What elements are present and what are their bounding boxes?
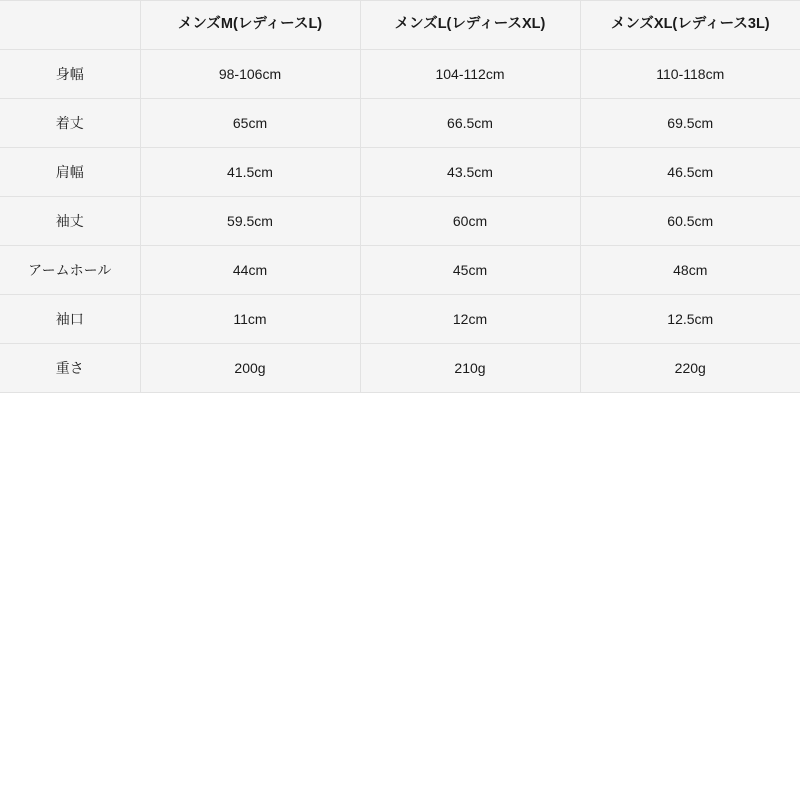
cell-katahaba-m: 41.5cm <box>140 148 360 197</box>
cell-omosa-m: 200g <box>140 344 360 393</box>
cell-armhole-m: 44cm <box>140 246 360 295</box>
row-label-omosa: 重さ <box>0 344 140 393</box>
column-header-mens-xl: メンズXL(レディース3L) <box>580 1 800 50</box>
cell-sodetake-l: 60cm <box>360 197 580 246</box>
row-label-sodeguchi: 袖口 <box>0 295 140 344</box>
table-row <box>0 50 800 99</box>
cell-sodeguchi-l: 12cm <box>360 295 580 344</box>
row-label-kitake: 着丈 <box>0 99 140 148</box>
table-row <box>0 197 800 246</box>
cell-kitake-l: 66.5cm <box>360 99 580 148</box>
table-corner-cell <box>0 1 140 50</box>
cell-kitake-m: 65cm <box>140 99 360 148</box>
cell-migohaba-l: 104-112cm <box>360 50 580 99</box>
table-header <box>0 1 800 50</box>
cell-armhole-xl: 48cm <box>580 246 800 295</box>
cell-sodeguchi-xl: 12.5cm <box>580 295 800 344</box>
cell-omosa-l: 210g <box>360 344 580 393</box>
cell-migohaba-xl: 110-118cm <box>580 50 800 99</box>
table-row <box>0 295 800 344</box>
column-header-mens-l: メンズL(レディースXL) <box>360 1 580 50</box>
table-header-row <box>0 1 800 50</box>
cell-sodetake-m: 59.5cm <box>140 197 360 246</box>
cell-migohaba-m: 98-106cm <box>140 50 360 99</box>
row-label-migohaba: 身幅 <box>0 50 140 99</box>
table-row <box>0 246 800 295</box>
cell-sodetake-xl: 60.5cm <box>580 197 800 246</box>
cell-omosa-xl: 220g <box>580 344 800 393</box>
column-header-mens-m: メンズM(レディースL) <box>140 1 360 50</box>
row-label-armhole: アームホール <box>0 246 140 295</box>
table-row <box>0 148 800 197</box>
table-row <box>0 344 800 393</box>
table-row <box>0 99 800 148</box>
row-label-katahaba: 肩幅 <box>0 148 140 197</box>
cell-armhole-l: 45cm <box>360 246 580 295</box>
cell-sodeguchi-m: 11cm <box>140 295 360 344</box>
cell-katahaba-xl: 46.5cm <box>580 148 800 197</box>
row-label-sodetake: 袖丈 <box>0 197 140 246</box>
cell-katahaba-l: 43.5cm <box>360 148 580 197</box>
table-body <box>0 50 800 393</box>
cell-kitake-xl: 69.5cm <box>580 99 800 148</box>
size-chart-table <box>0 0 800 393</box>
